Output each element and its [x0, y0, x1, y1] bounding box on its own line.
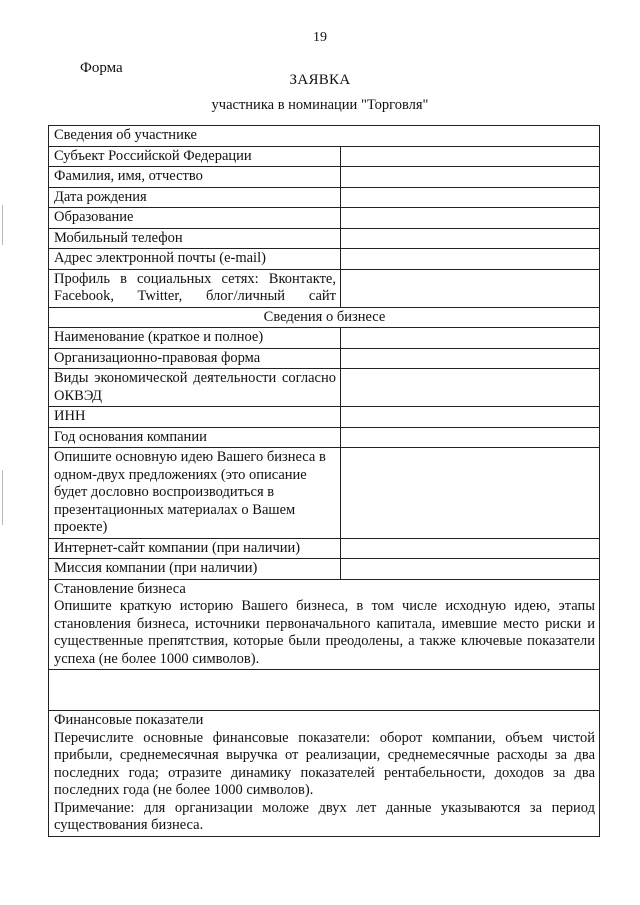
table-row [49, 407, 600, 428]
participant-header-row [49, 126, 600, 147]
field-value-business-idea[interactable] [341, 448, 600, 539]
table-row [49, 228, 600, 249]
table-row [49, 328, 600, 349]
table-row [49, 269, 600, 307]
field-label-okved: Виды экономической деятельности согласно ОКВЭД [49, 369, 341, 407]
participant-section-header: Сведения об участнике [49, 126, 600, 147]
document-subtitle: участника в номинации "Торговля" [211, 97, 429, 113]
field-label-mobile-phone: Мобильный телефон [49, 228, 341, 249]
field-value-legal-form[interactable] [341, 348, 600, 369]
field-label-website: Интернет-сайт компании (при наличии) [49, 538, 341, 559]
table-row [49, 348, 600, 369]
field-value-company-name[interactable] [341, 328, 600, 349]
field-value-education[interactable] [341, 208, 600, 229]
field-value-email[interactable] [341, 249, 600, 270]
table-row [49, 146, 600, 167]
field-label-business-idea: Опишите основную идею Вашего бизнеса в одном-двух предложениях (это описание будет дословно воспроизводиться в презентационных материалах о Вашем проекте) [49, 448, 341, 539]
table-row [49, 167, 600, 188]
field-value-social-profiles[interactable] [341, 269, 600, 307]
history-block-title: Становление бизнеса [54, 580, 186, 597]
history-answer-row [49, 670, 600, 711]
history-block-row [49, 579, 600, 670]
page-number: 19 [313, 30, 327, 45]
table-row [49, 427, 600, 448]
field-value-inn[interactable] [341, 407, 600, 428]
table-row [49, 187, 600, 208]
document-title: ЗАЯВКА [289, 72, 351, 88]
field-value-okved[interactable] [341, 369, 600, 407]
field-label-birth-date: Дата рождения [49, 187, 341, 208]
application-form-table [48, 125, 600, 837]
table-row [49, 249, 600, 270]
field-label-email: Адрес электронной почты (e-mail) [49, 249, 341, 270]
finance-block-row [49, 711, 600, 837]
finance-block-text: Перечислите основные финансовые показатели: оборот компании, объем чистой прибыли, среднемесячная выручка от реализации, среднемесячные расходы за два последних года; отразите динамику показателей рентабельности, доходов за два последних года (не более 1000 символов). [54, 729, 596, 798]
field-label-education: Образование [49, 208, 341, 229]
field-value-full-name[interactable] [341, 167, 600, 188]
history-block [49, 579, 600, 670]
business-header-row [49, 307, 600, 328]
table-row [49, 369, 600, 407]
field-label-inn: ИНН [49, 407, 341, 428]
field-value-founding-year[interactable] [341, 427, 600, 448]
table-row [49, 559, 600, 580]
scan-edge-mark [2, 470, 3, 525]
field-value-mission[interactable] [341, 559, 600, 580]
table-row [49, 208, 600, 229]
table-row [49, 448, 600, 539]
field-label-mission: Миссия компании (при наличии) [49, 559, 341, 580]
finance-block-note: Примечание: для организации моложе двух лет данные указываются за период существования бизнеса. [54, 799, 596, 833]
history-answer-field[interactable] [49, 670, 600, 711]
field-value-mobile-phone[interactable] [341, 228, 600, 249]
field-label-region: Субъект Российской Федерации [49, 146, 341, 167]
field-label-legal-form: Организационно-правовая форма [49, 348, 341, 369]
field-label-company-name: Наименование (краткое и полное) [49, 328, 341, 349]
field-value-website[interactable] [341, 538, 600, 559]
field-label-social-profiles: Профиль в социальных сетях: Вконтакте, Facebook, Twitter, блог/личный сайт [49, 269, 341, 307]
field-label-full-name: Фамилия, имя, отчество [49, 167, 341, 188]
form-label: Форма [80, 60, 123, 76]
business-section-header: Сведения о бизнесе [49, 307, 600, 328]
field-value-region[interactable] [341, 146, 600, 167]
finance-block [49, 711, 600, 837]
field-label-founding-year: Год основания компании [49, 427, 341, 448]
scan-edge-mark [2, 205, 3, 245]
history-block-text: Опишите краткую историю Вашего бизнеса, в том числе исходную идею, этапы становления бизнеса, источники первоначального капитала, имевшие место риски и существенные препятствия, которые были преодолены, а также ключевые показатели успеха (не более 1000 символов). [54, 598, 596, 667]
finance-block-title: Финансовые показатели [54, 712, 204, 728]
field-value-birth-date[interactable] [341, 187, 600, 208]
table-row [49, 538, 600, 559]
